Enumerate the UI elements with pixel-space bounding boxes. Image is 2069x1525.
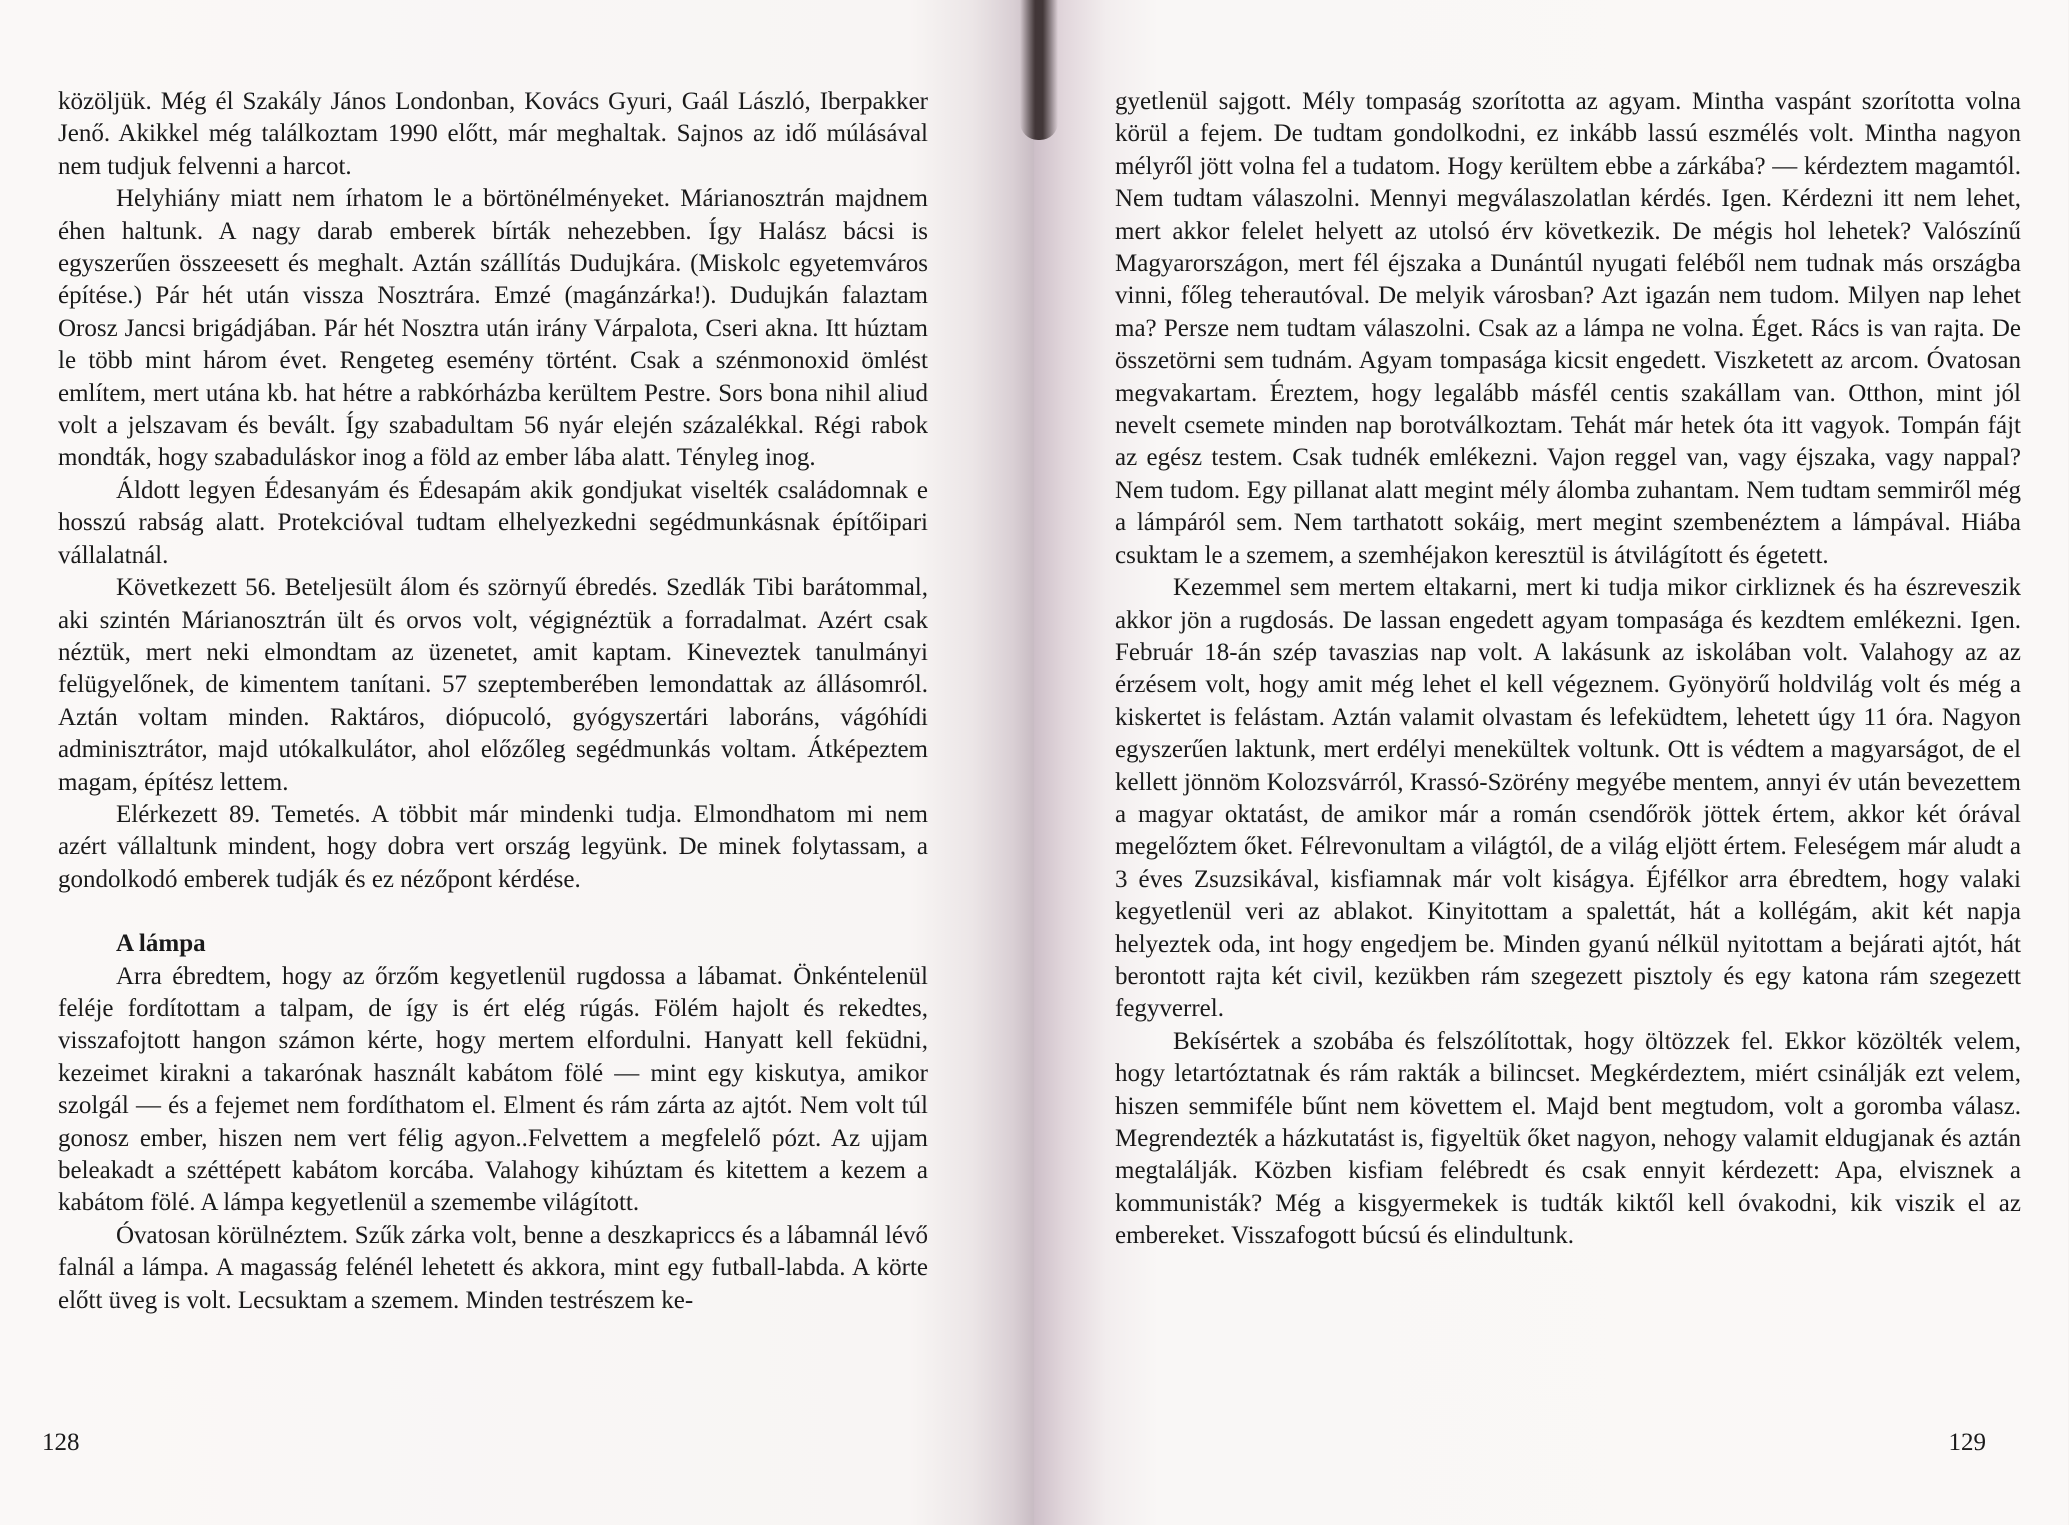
page-number: 128 [42,1429,80,1456]
page-number: 129 [1948,1429,1986,1456]
paragraph: Elérkezett 89. Temetés. A többit már mindenki tudja. Elmondhatom mi nem azért vállaltunk mindent, hogy dobra vert ország legyünk. De minek folytassam, a gondolkodó emberek tudják és ez nézőpont kérdése. [58,800,928,893]
paragraph: Bekísértek a szobába és felszólítottak, hogy öltözzek fel. Ekkor közölték velem, hogy letartóztatnak és rám rakták a bilincset. Megkérdeztem, miért csinálják ezt velem, hiszen semmiféle bűnt nem követtem el. Majd bent megtudom, volt a goromba válasz. Megrendezték a házkutatást is, figyeltük őket nagyon, nehogy valamit eldugjanak és aztán megtalálják. Közben kisfiam felébredt és csak ennyit kérdezett: Apa, elvisznek a kommunisták? Még a kisgyermekek is tudták kiktől kell óvakodni, kik viszik el az embereket. Visszafogott búcsú és elindultunk. [1115,1027,2021,1250]
paragraph: Áldott legyen Édesanyám és Édesapám akik gondjukat viselték családomnak e hosszú rabság alatt. Protekcióval tudtam elhelyezkedni segédmunkásnak építőipari vállalatnál. [58,476,928,569]
paragraph: Helyhiány miatt nem írhatom le a börtönélményeket. Márianosztrán majdnem éhen haltunk. A nagy darab emberek bírták nehezebben. Így Halász bácsi is egyszerűen összeesett és meghalt. Aztán szállítás Dudujkára. (Miskolc egyetemváros építése.) Pár hét után vissza Nosztrára. Emzé (magánzárka!). Dudujkán falaztam Orosz Jancsi brigádjában. Pár hét Nosztra után irány Várpalota, Cseri akna. Itt húztam le több mint három évet. Rengeteg esemény történt. Csak a szénmonoxid ömlést említem, mert utána kb. hat hétre a rabkórházba kerültem Pestre. Sors bona nihil aliud volt a jelszavam és bevált. Így szabadultam 56 nyár elején százalékkal. Régi rabok mondták, hogy szabaduláskor inog a föld az ember lába alatt. Tényleg inog. [58,185,928,472]
paragraph: közöljük. Még él Szakály János Londonban, Kovács Gyuri, Gaál László, Iberpakker Jenő. Akikkel még találkoztam 1990 előtt, már meghaltak. Sajnos az idő múlásával nem tudjuk felvenni a harcot. [58,88,928,180]
section-heading: A lámpa [116,930,206,958]
right-page [1034,0,2068,1525]
left-page-text [58,86,928,1317]
paragraph: Következett 56. Beteljesült álom és szörnyű ébredés. Szedlák Tibi barátommal, aki szintén Márianosztrán ült és orvos volt, végignéztük a forradalmat. Azért csak néztük, mert neki elmondtam az üzenetet, amit kaptam. Kineveztek tanulmányi felügyelőnek, de kimentem tanítani. 57 szeptemberében lemondattak az állásomról. Aztán voltam minden. Raktáros, diópucoló, gyógyszertári laboráns, vágóhídi adminisztrátor, majd utókalkulátor, ahol előzőleg segédmunkás voltam. Átképeztem magam, építész lettem. [58,574,928,796]
paragraph: gyetlenül sajgott. Mély tompaság szorította az agyam. Mintha vaspánt szorította volna körül a fejem. De tudtam gondolkodni, ez inkább lassú eszmélés volt. Mintha nagyon mélyről jött volna fel a tudatom. Hogy kerültem ebbe a zárkába? — kérdeztem magamtól. Nem tudtam válaszolni. Mennyi megválaszolatlan kérdés. Igen. Kérdezni itt nem lehet, mert akkor felelet helyett az utolsó érv következik. De mégis hol lehetek? Valószínű Magyarországon, mert fél éjszaka a Dunántúl nyugati feléből nem tudnak más országba vinni, főleg teherautóval. De melyik városban? Azt igazán nem tudom. Milyen nap lehet ma? Persze nem tudtam válaszolni. Csak az a lámpa ne volna. Éget. Rács is van rajta. De összetörni sem tudnám. Agyam tompasága kicsit engedett. Viszketett az arcom. Óvatosan megvakartam. Éreztem, hogy legalább másfél centis szakállam van. Otthon, mint jól nevelt csemete minden nap borotválkoztam. Tehát már hetek óta itt vagyok. Tompán fájt az egész testem. Csak tudnék emlékezni. Vajon reggel van, vagy éjszaka, vagy nappal? Nem tudom. Egy pillanat alatt megint mély álomba zuhantam. Nem tudtam semmiről még a lámpáról sem. Nem tarthatott sokáig, mert megint szembenéztem a lámpával. Hiába csuktam le a szemem, a szemhéjakon keresztül is átvilágított és égetett. [1115,88,2021,569]
left-page [0,0,1034,1525]
right-page-text [1115,86,2021,1253]
paragraph: Óvatosan körülnéztem. Szűk zárka volt, benne a deszkapriccs és a lábamnál lévő falnál a lámpa. A magasság felénél lehetett és akkora, mint egy futball-labda. A körte előtt üveg is volt. Lecsuktam a szemem. Minden testrészem ke- [58,1221,928,1314]
binding-shadow [1020,0,1058,140]
paragraph: Arra ébredtem, hogy az őrzőm kegyetlenül rugdossa a lábamat. Önkéntelenül feléje fordítottam a talpam, de így is ért elég rúgás. Fölém hajolt és rekedtes, visszafojtott hangon számon kérte, hogy mertem elfordulni. Hanyatt kell feküdni, kezeimet kirakni a takarónak használt kabátom fölé — mint egy kiskutya, amikor szolgál — és a fejemet nem fordíthatom el. Elment és rám zárta az ajtót. Nem volt túl gonosz ember, hiszen nem vert félig agyon..Felvettem a megfelelő pózt. Az ujjam beleakadt a széttépett kabátom korcába. Valahogy kihúztam és kitettem a kezem a kabátom fölé. A lámpa kegyetlenül a szemembe világított. [58,962,928,1217]
paragraph: Kezemmel sem mertem eltakarni, mert ki tudja mikor cirkliznek és ha észreveszik akkor jön a rugdosás. De lassan engedett agyam tompasága és kezdtem emlékezni. Igen. Február 18-án szép tavaszias nap volt. A lakásunk az iskolában volt. Valahogy az az érzésem volt, hogy amit még lehet el kell végeznem. Gyönyörű holdvilág volt és még a kiskertet is felástam. Aztán valamit olvastam és lefeküdtem, lehetett úgy 11 óra. Nagyon egyszerűen laktunk, mert erdélyi menekültek voltunk. Ott is védtem a magyarságot, de el kellett jönnöm Kolozsvárról, Krassó-Szörény megyébe mentem, annyi év után bevezettem a magyar oktatást, de amikor már a román csendőrök jöttek értem, akkor két órával megelőztem őket. Félrevonultam a világtól, de a világ eljött értem. Feleségem már aludt a 3 éves Zsuzsikával, kisfiamnak már volt kiságya. Éjfélkor arra ébredtem, hogy valaki kegyetlenül veri az ablakot. Kinyitottam a spalettát, hát a kollégám, akit két napja helyeztek oda, int hogy engedjem be. Minden gyanú nélkül nyitottam a bejárati ajtót, hát berontott rajta két civil, kezükben rám szegezett pisztoly és egy katona rám szegezett fegyverrel. [1115,574,2021,1023]
